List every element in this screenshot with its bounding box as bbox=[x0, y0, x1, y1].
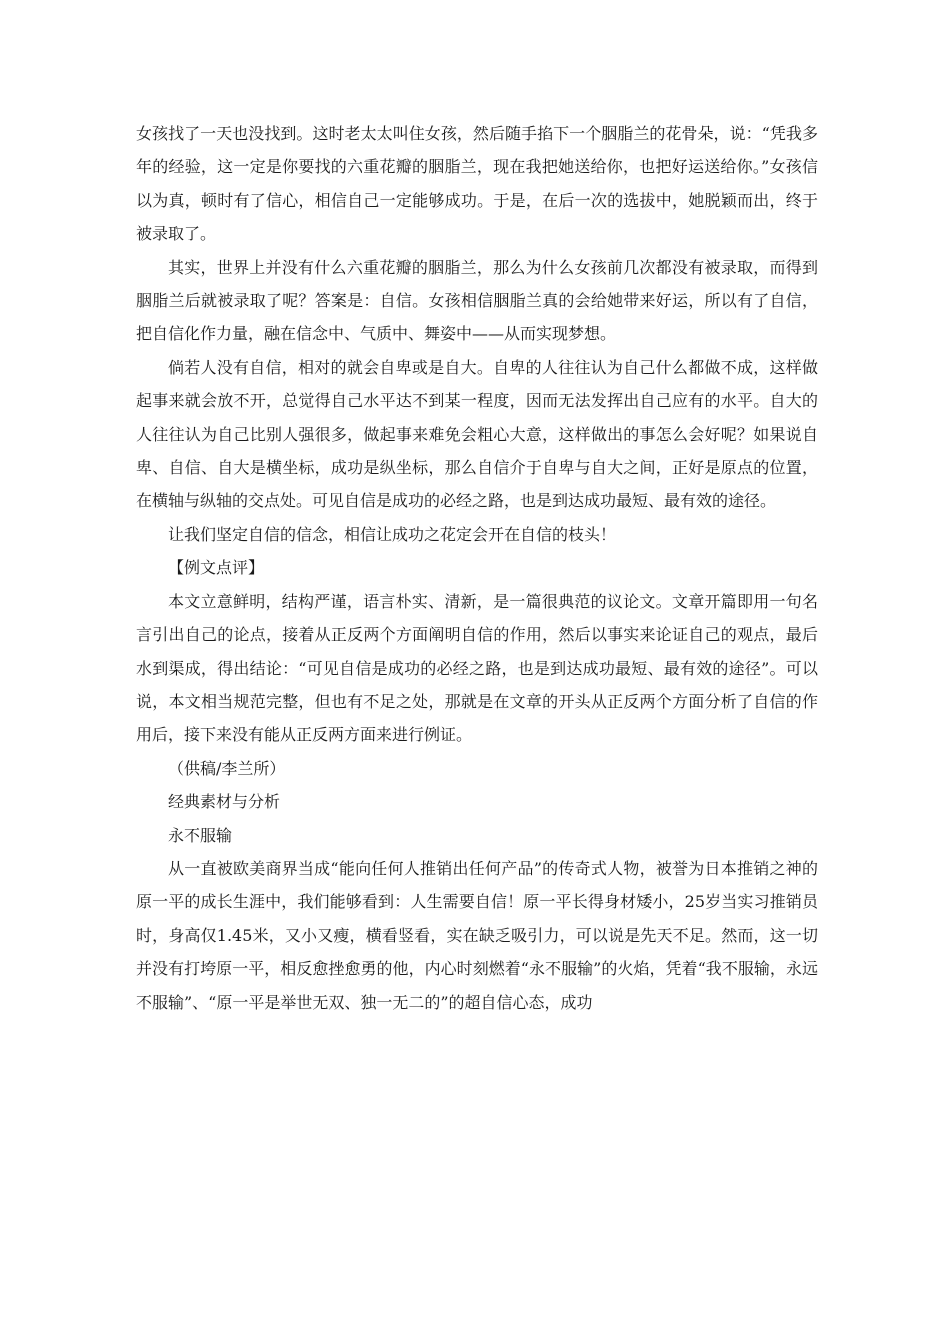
section-heading-never-give-up: 永不服输 bbox=[168, 825, 233, 845]
document-body bbox=[136, 117, 818, 1019]
contributor-credit: （供稿/李兰所） bbox=[168, 758, 286, 778]
paragraph-2: 其实，世界上并没有什么六重花瓣的胭脂兰，那么为什么女孩前几次都没有被录取，而得到胭脂兰后就被录取了呢？答案是：自信。女孩相信胭脂兰真的会给她带来好运，所以有了自信，把自信化作力量，融在信念中、气质中、舞姿中——从而实现梦想。 bbox=[136, 257, 818, 344]
section-heading-review: 【例文点评】 bbox=[168, 558, 265, 578]
section-heading-materials: 经典素材与分析 bbox=[168, 792, 281, 812]
paragraph-1: 女孩找了一天也没找到。这时老太太叫住女孩，然后随手掐下一个胭脂兰的花骨朵，说：“凭我多年的经验，这一定是你要找的六重花瓣的胭脂兰，现在我把她送给你，也把好运送给你。”女孩信以为真，顿时有了信心，相信自己一定能够成功。于是，在后一次的选拔中，她脱颖而出，终于被录取了。 bbox=[136, 124, 818, 244]
paragraph-4: 让我们坚定自信的信念，相信让成功之花定会开在自信的枝头！ bbox=[168, 524, 617, 544]
paragraph-3: 倘若人没有自信，相对的就会自卑或是自大。自卑的人往往认为自己什么都做不成，这样做起事来就会放不开，总觉得自己水平达不到某一程度，因而无法发挥出自己应有的水平。自大的人往往认为自己比别人强很多，做起事来难免会粗心大意，这样做出的事怎么会好呢？如果说自卑、自信、自大是横坐标，成功是纵坐标，那么自信介于自卑与自大之间，正好是原点的位置，在横轴与纵轴的交点处。可见自信是成功的必经之路，也是到达成功最短、最有效的途径。 bbox=[136, 357, 818, 511]
paragraph-review: 本文立意鲜明，结构严谨，语言朴实、清新，是一篇很典范的议论文。文章开篇即用一句名言引出自己的论点，接着从正反两个方面阐明自信的作用，然后以事实来论证自己的观点，最后水到渠成，得出结论：“可见自信是成功的必经之路，也是到达成功最短、最有效的途径”。可以说，本文相当规范完整，但也有不足之处，那就是在文章的开头从正反两个方面分析了自信的作用后，接下来没有能从正反两方面来进行例证。 bbox=[136, 591, 818, 745]
paragraph-story: 从一直被欧美商界当成“能向任何人推销出任何产品”的传奇式人物，被誉为日本推销之神的原一平的成长生涯中，我们能够看到：人生需要自信！原一平长得身材矮小，25岁当实习推销员时，身高仅1.45米，又小又瘦，横看竖看，实在缺乏吸引力，可以说是先天不足。然而，这一切并没有打垮原一平，相反愈挫愈勇的他，内心时刻燃着“永不服输”的火焰，凭着“我不服输，永远不服输”、“原一平是举世无双、独一无二的”的超自信心态，成功 bbox=[136, 858, 818, 1012]
